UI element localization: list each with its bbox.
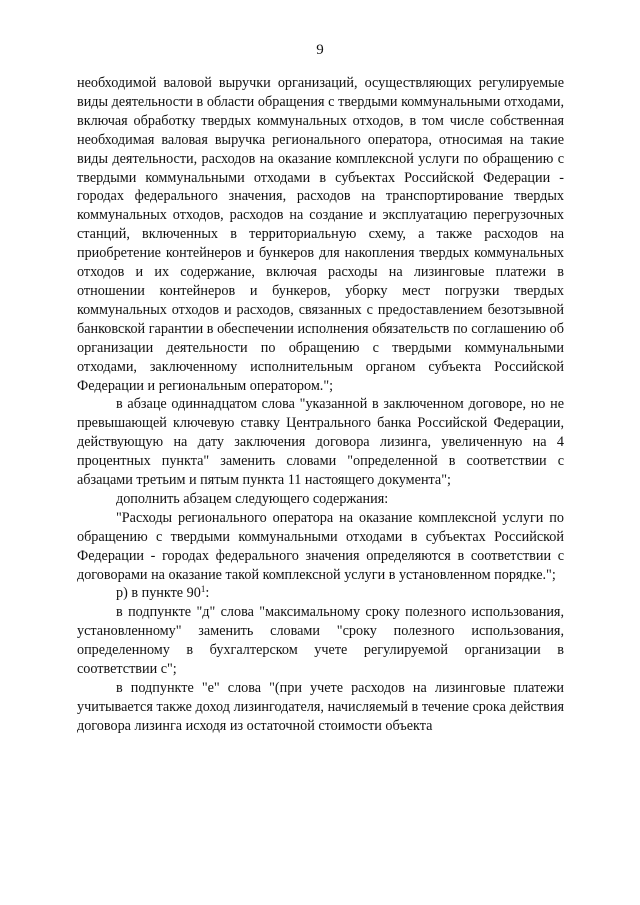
- paragraph: в подпункте "д" слова "максимальному сроку полезного использования, установленному" заменить словами "сроку полезного использования, определенному в бухгалтерском учете регулируемой организации в соответствии с";: [77, 604, 564, 678]
- paragraph-text: р) в пункте 90: [116, 585, 201, 602]
- paragraph-text-tail: :: [205, 585, 210, 602]
- paragraph: в подпункте "е" слова "(при учете расходов на лизинговые платежи учитывается также доход лизингодателя, начисляемый в течение срока действия договора лизинга исходя из остаточной стоимости объекта: [77, 680, 564, 734]
- paragraph: "Расходы регионального оператора на оказание комплексной услуги по обращению с твердыми коммунальными отходами в субъектах Российской Федерации - городах федерального значения определяются в соответствии с договорами на оказание такой комплексной услуги в установленном порядке.";: [77, 509, 564, 583]
- paragraph: дополнить абзацем следующего содержания:: [116, 490, 389, 507]
- document-body: [77, 74, 564, 736]
- paragraph: необходимой валовой выручки организаций, осуществляющих регулируемые виды деятельности в области обращения с твердыми коммунальными отходами, включая обработку твердых коммунальных отходов, в том числе собственная необходимая валовая выручка регионального оператора, относимая на такие виды деятельности, расходов на оказание комплексной услуги по обращению с твердыми коммунальными отходами в субъектах Российской Федерации - городах федерального значения, расходов на транспортирование твердых коммунальных отходов, расходов на создание и эксплуатацию перегрузочных станций, включенных в территориальную схему, а также расходов на приобретение контейнеров и бункеров для накопления твердых коммунальных отходов и их содержание, включая расходы на лизинговые платежи в отношении контейнеров и бункеров, уборку мест погрузки твердых коммунальных отходов и расходов, связанных с предоставлением безотзывной банковской гарантии в обеспечении исполнения обязательств по соглашению об организации деятельности по обращению с твердыми коммунальными отходами, заключенному исполнительным органом субъекта Российской Федерации и региональным оператором.";: [77, 75, 564, 394]
- page-number: 9: [316, 42, 324, 58]
- paragraph: в абзаце одиннадцатом слова "указанной в заключенном договоре, но не превышающей ключевую ставку Центрального банка Российской Федерации, действующую на дату заключения договора лизинга, увеличенную на 4 процентных пункта" заменить словами "определенной в соответствии с абзацами третьим и пятым пункта 11 настоящего документа";: [77, 396, 564, 489]
- superscript: 1: [200, 584, 206, 595]
- paragraph-item-r: [77, 584, 564, 603]
